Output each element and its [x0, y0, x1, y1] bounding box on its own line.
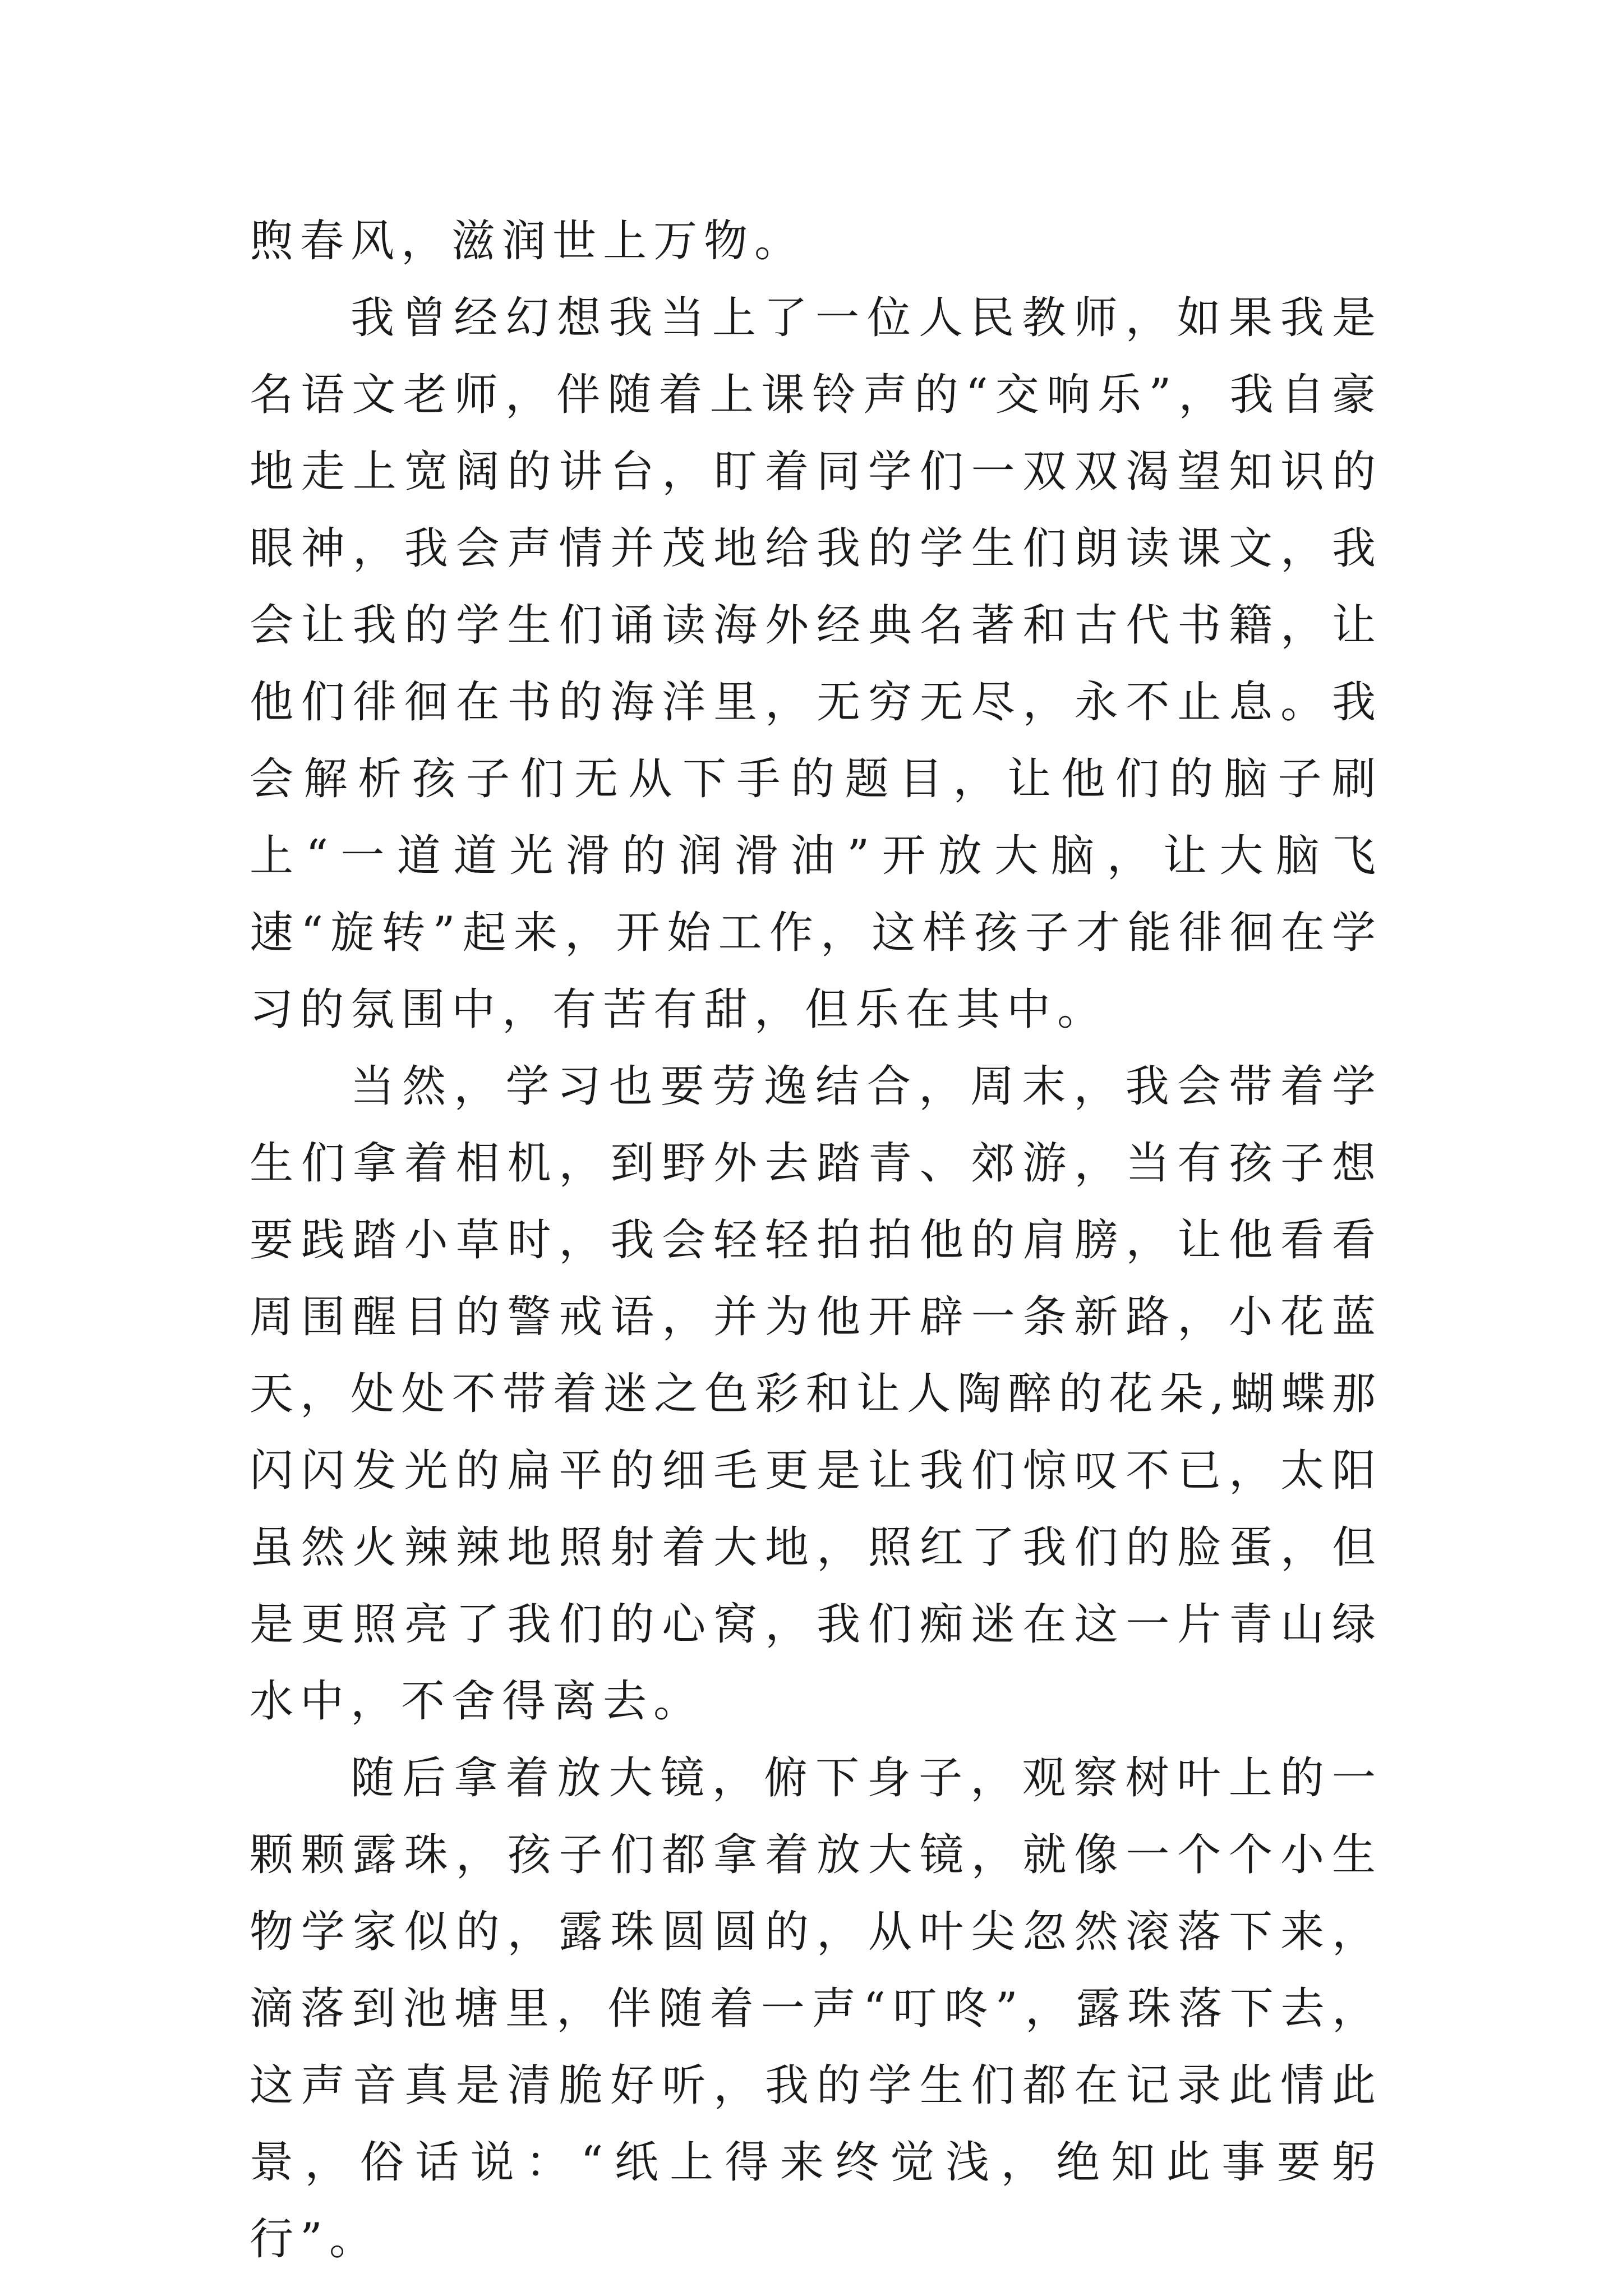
- paragraph-weekend-outing: 当然，学习也要劳逸结合，周末，我会带着学生们拿着相机，到野外去踏青、郊游，当有孩子想要践踏小草时，我会轻轻拍拍他的肩膀，让他看看周围醒目的警戒语，并为他开辟一条新路，小花蓝天，处处不带着迷之色彩和让人陶醉的花朵,蝴蝶那闪闪发光的扁平的细毛更是让我们惊叹不已，太阳虽然火辣辣地照射着大地，照红了我们的脸蛋，但是更照亮了我们的心窝，我们痴迷在这一片青山绿水中，不舍得离去。: [250, 1061, 1382, 1727]
- document-body: [250, 203, 1382, 2278]
- paragraph-dewdrop-observation: 随后拿着放大镜，俯下身子，观察树叶上的一颗颗露珠，孩子们都拿着放大镜，就像一个个小生物学家似的，露珠圆圆的，从叶尖忽然滚落下来，滴落到池塘里，伴随着一声“叮咚”，露珠落下去，这声音真是清脆好听，我的学生们都在记录此情此景，俗话说：“纸上得来终觉浅，绝知此事要躬行”。: [250, 1753, 1382, 2265]
- paragraph-continuation: 煦春风，滋润世上万物。: [250, 216, 805, 266]
- paragraph-teacher-dream: 我曾经幻想我当上了一位人民教师，如果我是名语文老师，伴随着上课铃声的“交响乐”，我自豪地走上宽阔的讲台，盯着同学们一双双渴望知识的眼神，我会声情并茂地给我的学生们朗读课文，我会让我的学生们诵读海外经典名著和古代书籍，让他们徘徊在书的海洋里，无穷无尽，永不止息。我会解析孩子们无从下手的题目，让他们的脑子刷上“一道道光滑的润滑油”开放大脑，让大脑飞速“旋转”起来，开始工作，这样孩子才能徘徊在学习的氛围中，有苦有甜，但乐在其中。: [250, 293, 1382, 1035]
